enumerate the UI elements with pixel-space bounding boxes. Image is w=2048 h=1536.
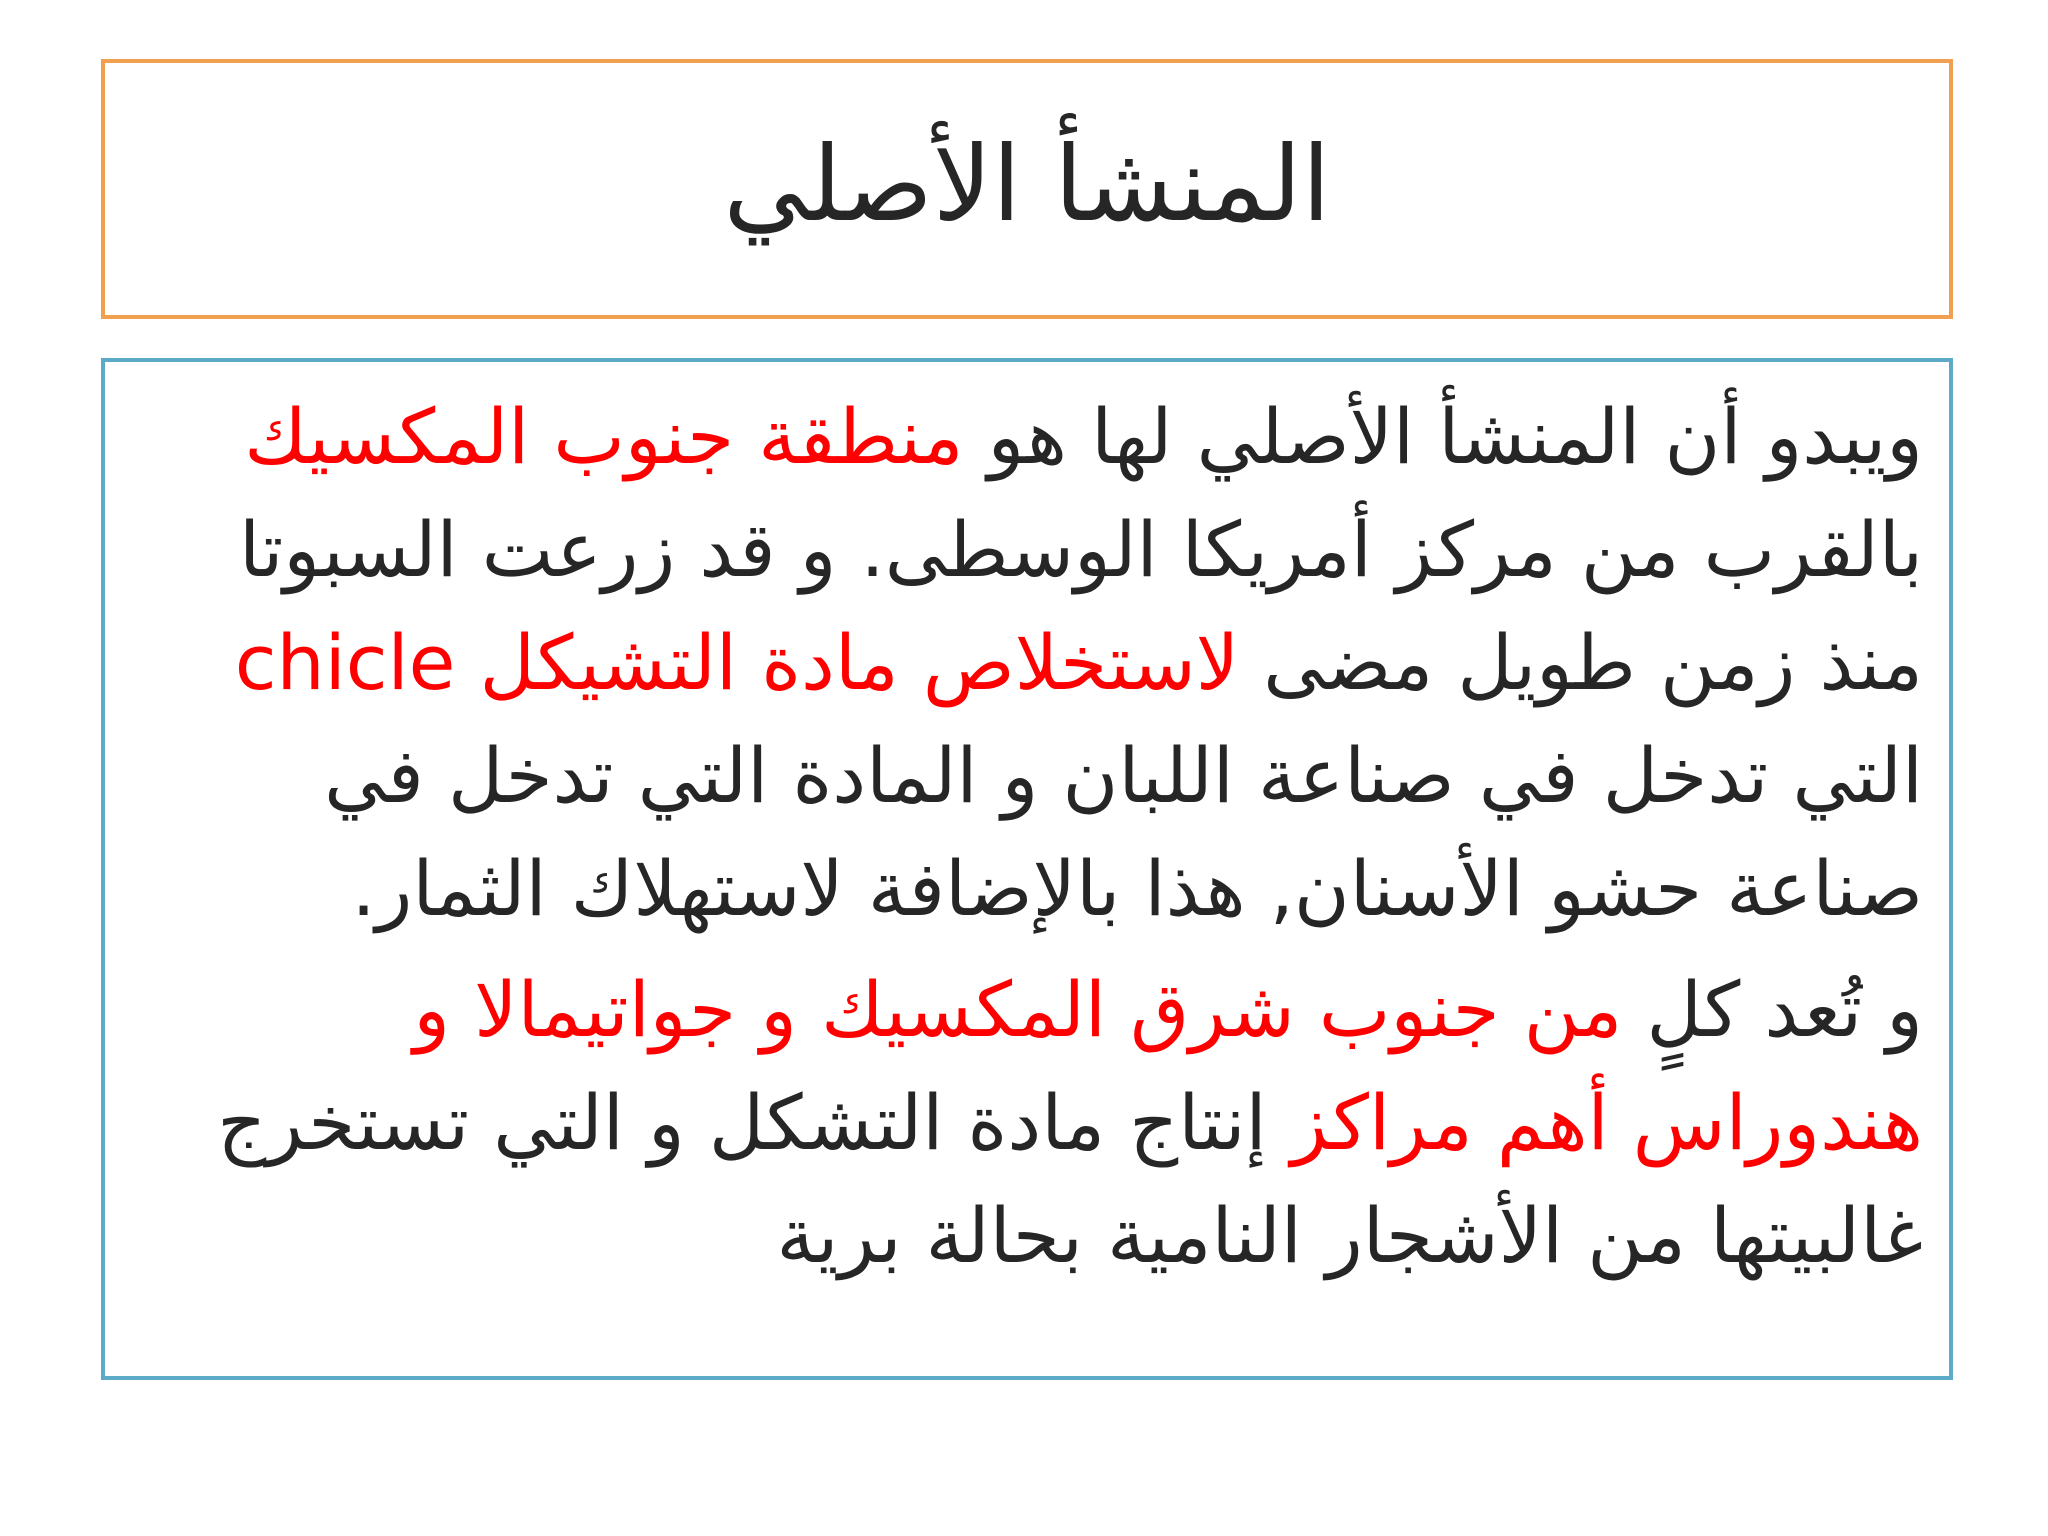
paragraph-1-highlight-chicle: لاستخلاص مادة التشيكل chicle (234, 618, 1240, 707)
content-placeholder (101, 358, 1953, 1380)
paragraph-production-centers (131, 953, 1923, 1292)
paragraph-origin (131, 380, 1923, 945)
paragraph-1-highlight-region: منطقة جنوب المكسيك (244, 392, 964, 481)
paragraph-2-text: إنتاج مادة التشكل و التي تستخرج غالبيتها من الأشجار النامية بحالة برية (217, 1078, 1923, 1280)
paragraph-1-text: ويبدو أن المنشأ الأصلي لها هو (963, 392, 1923, 481)
paragraph-2-text: و تُعد كلٍ (1622, 965, 1923, 1054)
slide-title: المنشأ الأصلي (723, 123, 1331, 245)
paragraph-2-highlight-centers: من جنوب شرق المكسيك و جواتيمالا و هندوراس أهم مراكز (413, 965, 1923, 1167)
paragraph-1-text: التي تدخل في صناعة اللبان و المادة التي تدخل في صناعة حشو الأسنان, هذا بالإضافة لاستهلاك الثمار. (324, 731, 1923, 933)
title-placeholder (101, 59, 1953, 319)
paragraph-1-text: بالقرب من مركز أمريكا الوسطى. و قد زرعت السبوتا منذ زمن طويل مضى (239, 505, 1923, 707)
